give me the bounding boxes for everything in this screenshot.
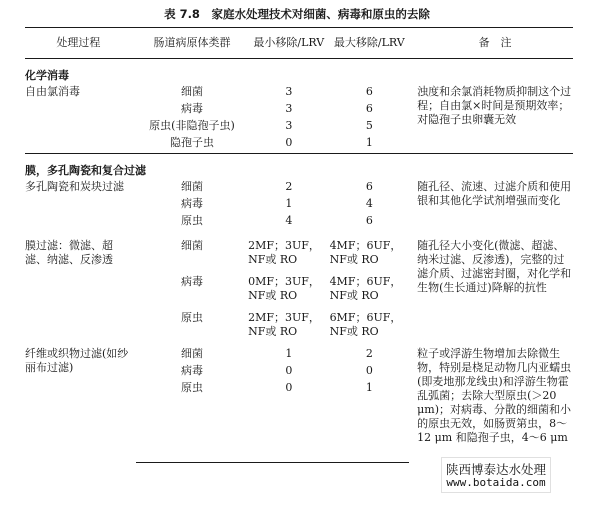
max-lrv-cell: 1 bbox=[365, 136, 373, 149]
max-lrv-cell: 4MF；6UF，NF或 RO bbox=[329, 275, 402, 302]
table-row bbox=[25, 85, 573, 102]
pathogen-cell: 原虫 bbox=[180, 381, 203, 394]
pathogen-cell: 原虫 bbox=[180, 214, 203, 227]
pathogen-cell: 原虫 bbox=[180, 311, 203, 324]
max-lrv-cell: 4 bbox=[365, 197, 373, 210]
process-name: 自由氯消毒 bbox=[25, 85, 80, 98]
min-lrv-cell: 3 bbox=[285, 102, 293, 115]
spacer-row bbox=[25, 231, 573, 239]
max-lrv-cell: 0 bbox=[365, 364, 373, 377]
max-lrv-cell: 5 bbox=[365, 119, 373, 132]
min-lrv-cell: 1 bbox=[285, 347, 293, 360]
pathogen-cell: 细菌 bbox=[180, 180, 203, 193]
min-lrv-cell: 2MF；3UF，NF或 RO bbox=[248, 239, 320, 266]
min-lrv-cell: 1 bbox=[285, 197, 293, 210]
table-row bbox=[25, 239, 573, 267]
section-heading: 膜，多孔陶瓷和复合过滤 bbox=[25, 154, 573, 181]
header-process: 处理过程 bbox=[25, 28, 136, 59]
pathogen-cell: 病毒 bbox=[180, 197, 203, 210]
section-heading: 化学消毒 bbox=[25, 69, 69, 82]
max-lrv-cell: 1 bbox=[365, 381, 373, 394]
pathogen-cell: 细菌 bbox=[180, 347, 203, 360]
pathogen-cell: 细菌 bbox=[180, 239, 203, 252]
note-cell: 随孔径大小变化(微滤、超滤、纳米过滤、反渗透)，完整的过滤介质、过滤密封圈，对化学和生物(生长通过)降解的抗性 bbox=[417, 239, 572, 294]
process-name: 纤维或织物过滤(如纱丽布过滤) bbox=[25, 347, 129, 374]
min-lrv-cell: 2 bbox=[285, 180, 293, 193]
max-lrv-cell: 6MF；6UF，NF或 RO bbox=[329, 311, 402, 338]
table-title: 表 7.8 家庭水处理技术对细菌、病毒和原虫的去除 bbox=[164, 7, 430, 21]
max-lrv-cell: 6 bbox=[365, 214, 373, 227]
max-lrv-cell: 6 bbox=[365, 85, 373, 98]
min-lrv-cell: 0 bbox=[285, 364, 293, 377]
max-lrv-cell: 4MF；6UF，NF或 RO bbox=[329, 239, 402, 266]
table-row bbox=[25, 347, 573, 364]
min-lrv-cell: 0 bbox=[285, 136, 293, 149]
pathogen-cell: 病毒 bbox=[180, 364, 203, 377]
process-name: 多孔陶瓷和炭块过滤 bbox=[25, 180, 124, 193]
header-pathogen: 肠道病原体类群 bbox=[136, 28, 248, 59]
min-lrv-cell: 4 bbox=[285, 214, 293, 227]
watermark-text: 陕西博泰达水处理 bbox=[445, 462, 546, 477]
min-lrv-cell: 3 bbox=[285, 119, 293, 132]
min-lrv-cell: 0 bbox=[285, 381, 293, 394]
process-name: 膜过滤：微滤、超滤、纳滤、反渗透 bbox=[25, 239, 113, 266]
max-lrv-cell: 6 bbox=[365, 102, 373, 115]
pathogen-cell: 病毒 bbox=[180, 275, 203, 288]
pathogen-cell: 原虫(非隐孢子虫) bbox=[149, 119, 235, 132]
pathogen-cell: 细菌 bbox=[180, 85, 203, 98]
max-lrv-cell: 6 bbox=[365, 180, 373, 193]
section-row bbox=[25, 154, 573, 181]
header-max-lrv: 最大移除/LRV bbox=[330, 28, 410, 59]
section-row bbox=[25, 59, 573, 86]
max-lrv-cell: 2 bbox=[365, 347, 373, 360]
min-lrv-cell: 3 bbox=[285, 85, 293, 98]
header-notes: 备 注 bbox=[409, 28, 573, 59]
note-cell: 浊度和余氯消耗物质抑制这个过程；自由氯×时间是预期效率；对隐孢子虫卵囊无效 bbox=[417, 85, 572, 126]
spacer-row bbox=[25, 339, 573, 347]
pathogen-cell: 隐孢子虫 bbox=[169, 136, 214, 149]
min-lrv-cell: 2MF；3UF，NF或 RO bbox=[248, 311, 320, 338]
watermark-url: www.botaida.com bbox=[446, 476, 546, 489]
pathogen-cell: 病毒 bbox=[180, 102, 203, 115]
removal-table bbox=[25, 27, 573, 463]
table-row bbox=[25, 180, 573, 197]
header-row bbox=[25, 28, 573, 59]
note-cell: 粒子或浮游生物增加去除微生物，特别是桡足动物几内亚蠕虫(即麦地那龙线虫)和浮游生物霍乱弧菌；去除大型原虫(＞20 μm)；对病毒、分散的细菌和小的原虫无效，如肠贾第虫，8～12 μm 和隐孢子虫，4～6 μm bbox=[417, 347, 572, 444]
note-cell: 随孔径、流速、过滤介质和使用银和其他化学试剂增强而变化 bbox=[417, 180, 572, 207]
header-min-lrv: 最小移除/LRV bbox=[248, 28, 329, 59]
min-lrv-cell: 0MF；3UF，NF或 RO bbox=[248, 275, 320, 302]
watermark-box bbox=[441, 457, 551, 493]
